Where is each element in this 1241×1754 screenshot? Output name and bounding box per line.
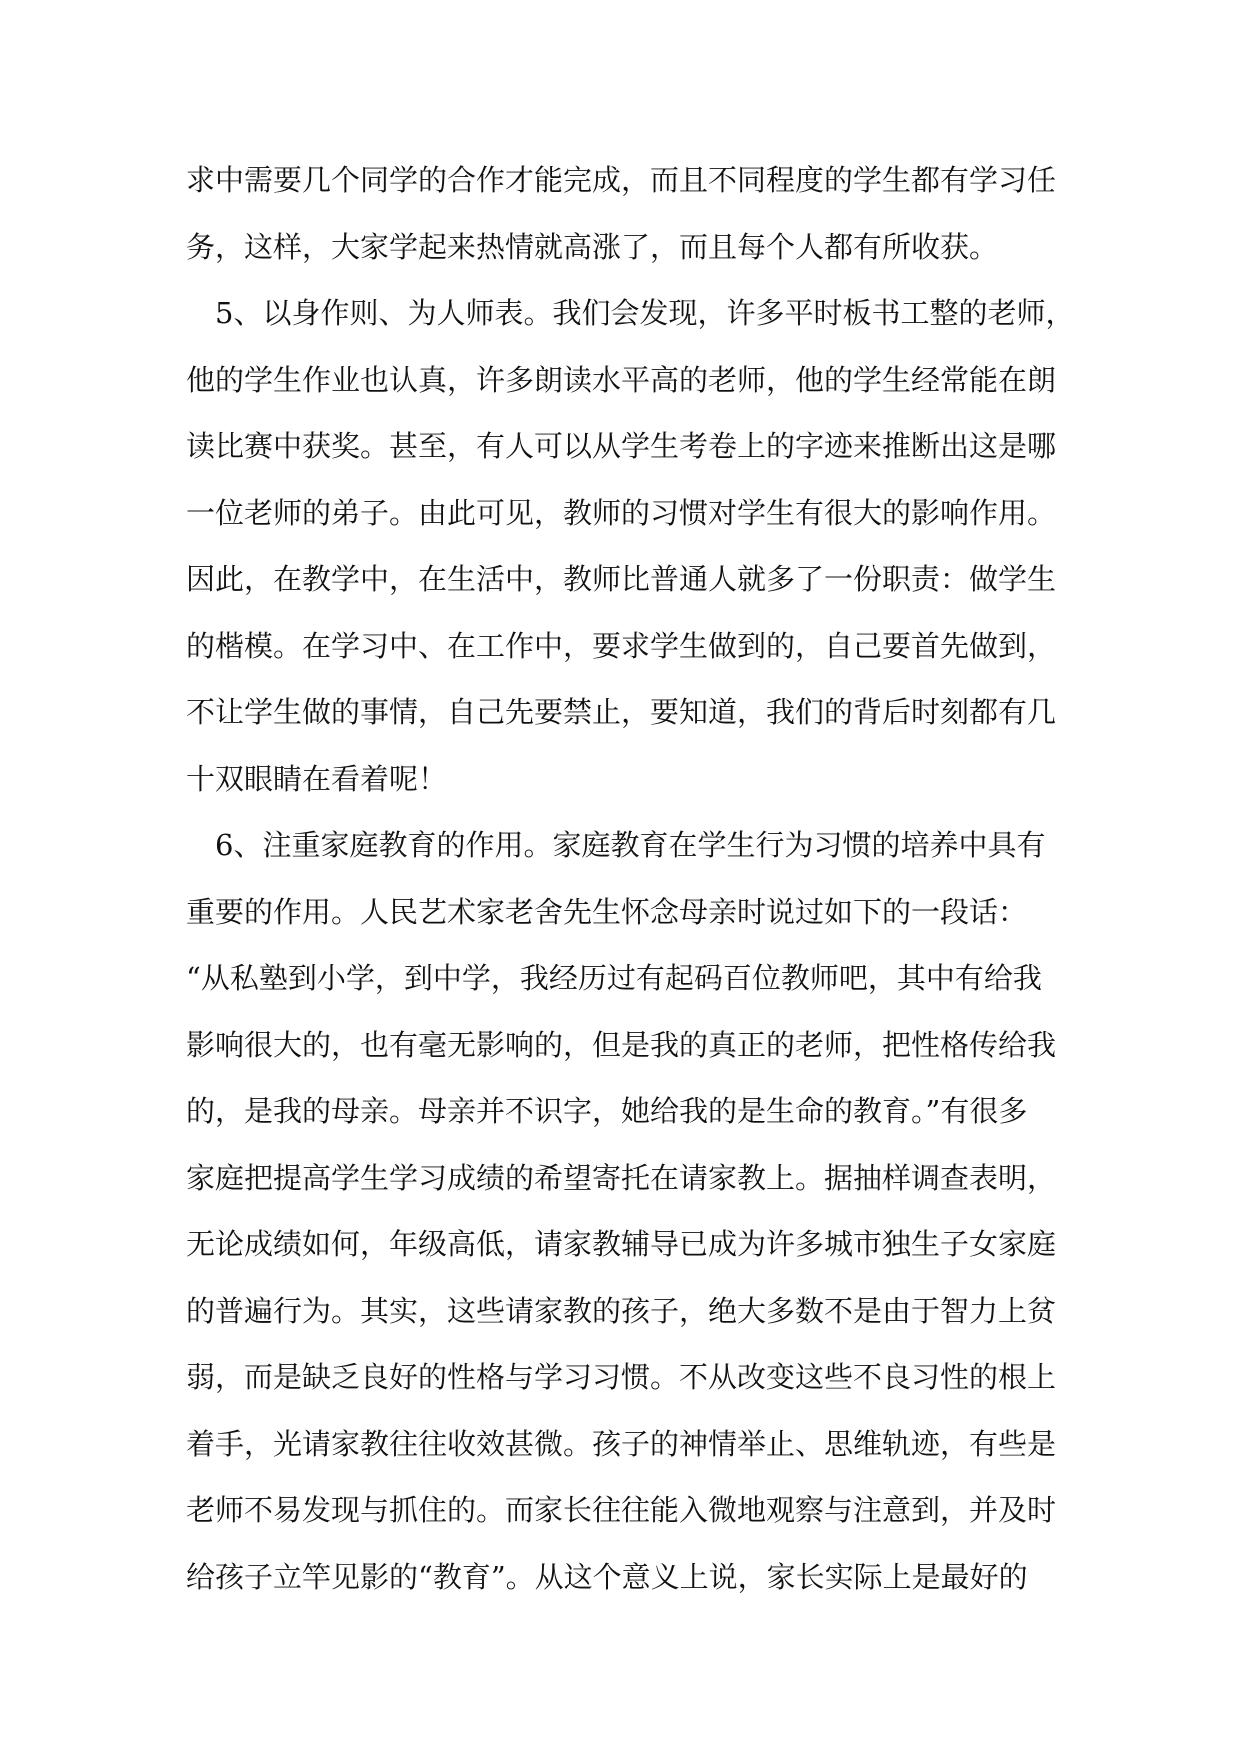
text-line: 不让学生做的事情，自己先要禁止，要知道，我们的背后时刻都有几 (186, 695, 1057, 729)
text-line: 的楷模。在学习中、在工作中，要求学生做到的，自己要首先做到， (186, 628, 1057, 663)
text-line: 的普遍行为。其实，这些请家教的孩子，绝大多数不是由于智力上贫 (186, 1293, 1057, 1328)
body-text (186, 158, 1075, 1621)
text-line: 重要的作用。人民艺术家老舍先生怀念母亲时说过如下的一段话： (186, 894, 1028, 929)
text-line: “从私塾到小学，到中学，我经历过有起码百位教师吧，其中有给我 (186, 961, 1042, 995)
text-line: 因此，在教学中，在生活中，教师比普通人就多了一份职责：做学生 (186, 562, 1057, 596)
text-line: 给孩子立竿见影的“教育”。从这个意义上说，家长实际上是最好的 (186, 1559, 1028, 1594)
text-line: 影响很大的，也有毫无影响的，但是我的真正的老师，把性格传给我 (186, 1027, 1057, 1062)
text-line: 6、注重家庭教育的作用。家庭教育在学生行为习惯的培养中具有 (186, 828, 1046, 862)
text-line: 一位老师的弟子。由此可见，教师的习惯对学生有很大的影响作用。 (186, 495, 1057, 530)
text-line: 务，这样，大家学起来热情就高涨了，而且每个人都有所收获。 (186, 229, 999, 264)
text-line: 十双眼睛在看着呢！ (186, 761, 448, 796)
text-line: 求中需要几个同学的合作才能完成，而且不同程度的学生都有学习任 (186, 163, 1057, 197)
text-line: 老师不易发现与抓住的。而家长往往能入微地观察与注意到，并及时 (186, 1493, 1057, 1527)
text-line: 无论成绩如何，年级高低，请家教辅导已成为许多城市独生子女家庭 (186, 1227, 1057, 1261)
text-line: 5、以身作则、为人师表。我们会发现，许多平时板书工整的老师， (186, 296, 1075, 330)
text-line: 弱，而是缺乏良好的性格与学习习惯。不从改变这些不良习性的根上 (186, 1360, 1057, 1394)
text-line: 家庭把提高学生学习成绩的希望寄托在请家教上。据抽样调查表明， (186, 1160, 1057, 1195)
text-line: 的，是我的母亲。母亲并不识字，她给我的是生命的教育。”有很多 (186, 1094, 1028, 1128)
text-line: 他的学生作业也认真，许多朗读水平高的老师，他的学生经常能在朗 (186, 362, 1057, 397)
text-line: 着手，光请家教往往收效甚微。孩子的神情举止、思维轨迹，有些是 (186, 1426, 1057, 1461)
text-line: 读比赛中获奖。甚至，有人可以从学生考卷上的字迹来推断出这是哪 (186, 429, 1057, 463)
